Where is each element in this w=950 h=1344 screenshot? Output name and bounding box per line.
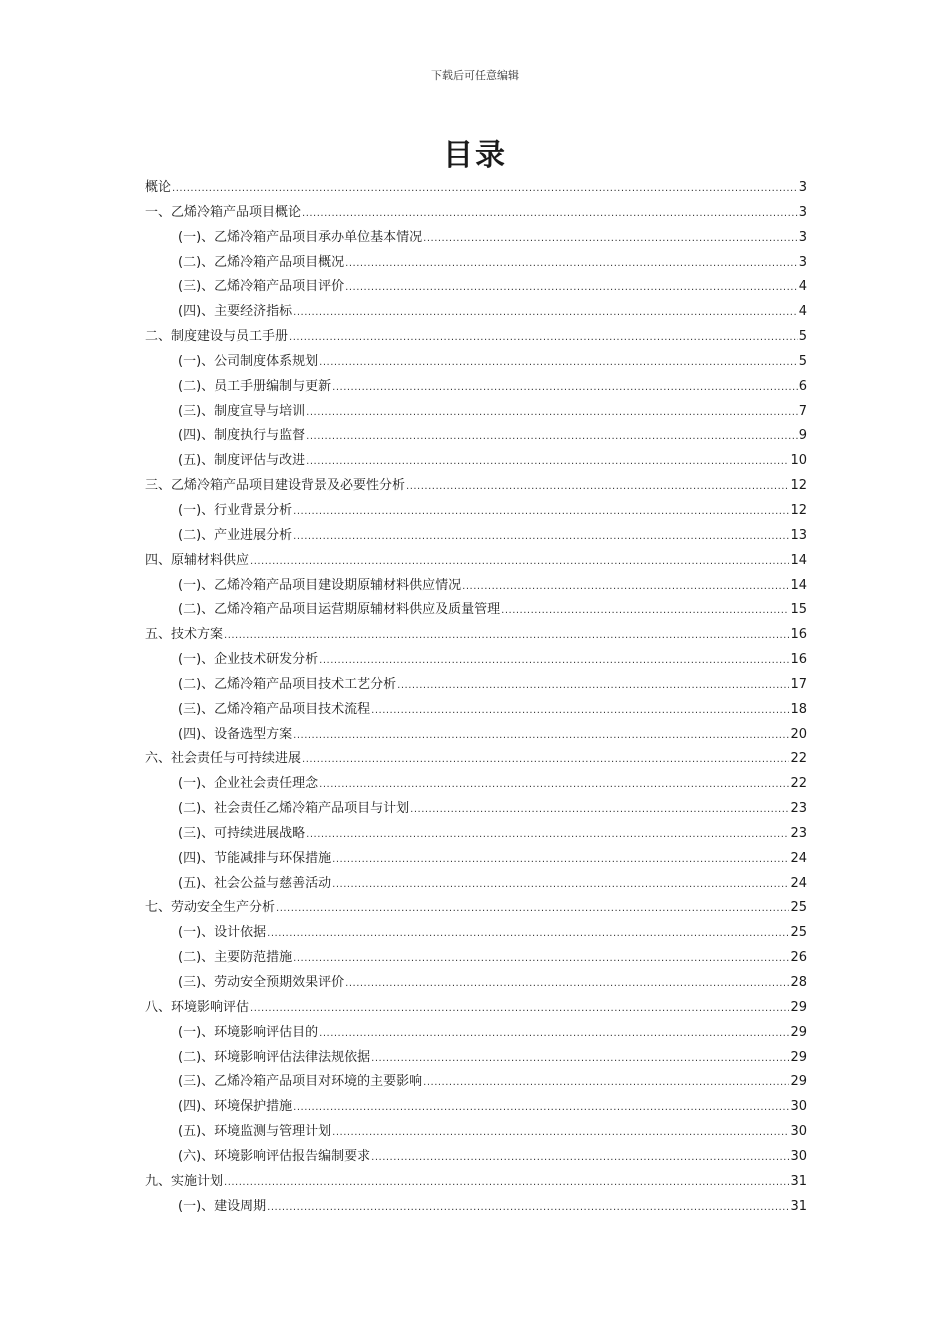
toc-entry[interactable] xyxy=(145,201,807,226)
toc-entry[interactable] xyxy=(145,251,807,276)
toc-entry-page-number: 22 xyxy=(790,751,807,767)
toc-entry-page-number: 25 xyxy=(790,900,807,916)
toc-entry[interactable] xyxy=(145,1046,807,1071)
toc-entry-page-number: 16 xyxy=(790,627,807,643)
toc-entry[interactable] xyxy=(145,176,807,201)
toc-entry-page-number: 30 xyxy=(790,1148,807,1164)
toc-entry[interactable] xyxy=(145,996,807,1021)
toc-entry[interactable] xyxy=(145,1070,807,1095)
toc-entry-label: (四)、设备选型方案 xyxy=(178,726,293,742)
toc-entry-label: (一)、设计依据 xyxy=(178,925,267,941)
toc-dot-leader xyxy=(319,649,789,674)
toc-dot-leader xyxy=(345,972,789,997)
toc-entry[interactable] xyxy=(145,350,807,375)
toc-entry-page-number: 25 xyxy=(790,925,807,941)
toc-entry[interactable] xyxy=(145,1120,807,1145)
toc-dot-leader xyxy=(423,227,798,252)
toc-dot-leader xyxy=(293,1096,789,1121)
toc-entry-label: (一)、建设周期 xyxy=(178,1198,267,1214)
toc-dot-leader xyxy=(302,202,798,227)
toc-dot-leader xyxy=(371,1146,789,1171)
toc-entry[interactable] xyxy=(145,822,807,847)
toc-entry-label: (二)、社会责任乙烯冷箱产品项目与计划 xyxy=(178,801,410,817)
toc-entry[interactable] xyxy=(145,499,807,524)
toc-entry[interactable] xyxy=(145,449,807,474)
toc-entry-page-number: 3 xyxy=(798,204,807,220)
toc-dot-leader xyxy=(410,798,789,823)
toc-entry[interactable] xyxy=(145,574,807,599)
toc-entry-label: (一)、行业背景分析 xyxy=(178,502,293,518)
toc-entry[interactable] xyxy=(145,648,807,673)
toc-entry-page-number: 5 xyxy=(798,353,807,369)
toc-entry[interactable] xyxy=(145,598,807,623)
toc-entry[interactable] xyxy=(145,1095,807,1120)
toc-dot-leader xyxy=(345,252,798,277)
toc-entry-page-number: 16 xyxy=(790,652,807,668)
toc-entry[interactable] xyxy=(145,1021,807,1046)
toc-entry[interactable] xyxy=(145,549,807,574)
toc-dot-leader xyxy=(397,674,789,699)
toc-entry-page-number: 29 xyxy=(790,1024,807,1040)
toc-entry-page-number: 22 xyxy=(790,776,807,792)
toc-dot-leader xyxy=(250,550,789,575)
toc-entry-label: (四)、主要经济指标 xyxy=(178,304,293,320)
toc-entry-label: (三)、劳动安全预期效果评价 xyxy=(178,975,345,990)
toc-entry-label: 七、劳动安全生产分析 xyxy=(145,900,276,916)
toc-entry-label: (四)、节能减排与环保措施 xyxy=(178,850,332,866)
toc-entry[interactable] xyxy=(145,797,807,822)
toc-dot-leader xyxy=(293,947,789,972)
toc-dot-leader xyxy=(501,599,789,624)
toc-dot-leader xyxy=(332,848,789,873)
toc-entry-page-number: 18 xyxy=(790,701,807,717)
toc-dot-leader xyxy=(289,326,798,351)
toc-entry[interactable] xyxy=(145,524,807,549)
toc-entry-label: (一)、乙烯冷箱产品项目建设期原辅材料供应情况 xyxy=(178,577,462,593)
toc-dot-leader xyxy=(332,376,798,401)
toc-dot-leader xyxy=(276,897,789,922)
toc-entry-page-number: 28 xyxy=(790,975,807,990)
toc-entry-page-number: 31 xyxy=(790,1198,807,1214)
toc-entry[interactable] xyxy=(145,946,807,971)
toc-dot-leader xyxy=(302,748,789,773)
toc-dot-leader xyxy=(172,177,798,202)
toc-entry-label: 二、制度建设与员工手册 xyxy=(145,329,289,345)
toc-dot-leader xyxy=(332,873,789,898)
toc-dot-leader xyxy=(332,1121,789,1146)
toc-entry-label: 九、实施计划 xyxy=(145,1173,224,1189)
toc-entry-page-number: 3 xyxy=(798,254,807,270)
toc-entry-label: (二)、产业进展分析 xyxy=(178,527,293,543)
toc-dot-leader xyxy=(306,450,789,475)
toc-entry[interactable] xyxy=(145,723,807,748)
toc-dot-leader xyxy=(267,922,789,947)
toc-entry-label: (一)、乙烯冷箱产品项目承办单位基本情况 xyxy=(178,229,423,245)
toc-entry-page-number: 4 xyxy=(798,304,807,320)
toc-entry-label: (二)、员工手册编制与更新 xyxy=(178,378,332,394)
page-header: 下载后可任意编辑 xyxy=(431,69,519,82)
toc-entry-label: (一)、企业社会责任理念 xyxy=(178,776,319,792)
toc-entry-page-number: 29 xyxy=(790,1049,807,1065)
toc-entry-label: (二)、环境影响评估法律法规依据 xyxy=(178,1049,371,1065)
toc-entry-label: (二)、乙烯冷箱产品项目技术工艺分析 xyxy=(178,676,397,692)
toc-entry-label: (一)、公司制度体系规划 xyxy=(178,353,319,369)
toc-entry-label: (一)、企业技术研发分析 xyxy=(178,652,319,668)
toc-entry-page-number: 30 xyxy=(790,1124,807,1140)
toc-entry[interactable] xyxy=(145,300,807,325)
toc-entry-label: (六)、环境影响评估报告编制要求 xyxy=(178,1148,371,1164)
toc-entry[interactable] xyxy=(145,673,807,698)
toc-entry-page-number: 3 xyxy=(798,180,807,195)
toc-entry-label: 三、乙烯冷箱产品项目建设背景及必要性分析 xyxy=(145,478,406,494)
toc-entry[interactable] xyxy=(145,623,807,648)
toc-entry-label: (二)、乙烯冷箱产品项目概况 xyxy=(178,254,345,270)
toc-entry-label: (二)、乙烯冷箱产品项目运营期原辅材料供应及质量管理 xyxy=(178,602,501,618)
toc-entry[interactable] xyxy=(145,1170,807,1195)
toc-entry-page-number: 4 xyxy=(798,279,807,295)
toc-dot-leader xyxy=(293,301,798,326)
toc-entry[interactable] xyxy=(145,872,807,897)
toc-entry[interactable] xyxy=(145,847,807,872)
toc-entry-page-number: 30 xyxy=(790,1099,807,1115)
toc-dot-leader xyxy=(267,1196,789,1221)
toc-dot-leader xyxy=(319,1022,789,1047)
toc-dot-leader xyxy=(306,401,798,426)
toc-dot-leader xyxy=(319,773,789,798)
toc-entry-label: (五)、制度评估与改进 xyxy=(178,453,306,469)
toc-entry-page-number: 10 xyxy=(790,453,807,469)
toc-dot-leader xyxy=(371,1047,789,1072)
toc-entry[interactable] xyxy=(145,325,807,350)
table-of-contents xyxy=(145,176,807,1219)
toc-entry-page-number: 3 xyxy=(798,229,807,245)
toc-entry-page-number: 7 xyxy=(798,403,807,419)
toc-dot-leader xyxy=(250,997,789,1022)
toc-entry-page-number: 26 xyxy=(790,950,807,966)
toc-dot-leader xyxy=(345,276,798,301)
toc-entry-page-number: 24 xyxy=(790,850,807,866)
toc-entry[interactable] xyxy=(145,474,807,499)
toc-entry-page-number: 15 xyxy=(790,602,807,618)
toc-dot-leader xyxy=(306,823,789,848)
toc-entry-label: 一、乙烯冷箱产品项目概论 xyxy=(145,204,302,220)
toc-entry-page-number: 12 xyxy=(790,478,807,494)
toc-entry[interactable] xyxy=(145,275,807,300)
toc-entry-page-number: 9 xyxy=(798,428,807,444)
toc-entry[interactable] xyxy=(145,375,807,400)
toc-entry-page-number: 20 xyxy=(790,726,807,742)
toc-dot-leader xyxy=(224,1171,789,1196)
toc-entry[interactable] xyxy=(145,698,807,723)
toc-entry[interactable] xyxy=(145,424,807,449)
toc-entry-page-number: 12 xyxy=(790,502,807,518)
toc-entry-label: (五)、环境监测与管理计划 xyxy=(178,1124,332,1140)
toc-entry[interactable] xyxy=(145,896,807,921)
toc-entry-label: (三)、乙烯冷箱产品项目技术流程 xyxy=(178,701,371,717)
toc-entry-page-number: 14 xyxy=(790,577,807,593)
toc-dot-leader xyxy=(224,624,789,649)
toc-entry-label: (四)、环境保护措施 xyxy=(178,1099,293,1115)
toc-entry-label: (一)、环境影响评估目的 xyxy=(178,1024,319,1040)
toc-entry[interactable] xyxy=(145,921,807,946)
toc-entry[interactable] xyxy=(145,747,807,772)
toc-entry[interactable] xyxy=(145,226,807,251)
toc-entry-page-number: 14 xyxy=(790,552,807,568)
toc-entry-label: (三)、制度宣导与培训 xyxy=(178,403,306,419)
toc-dot-leader xyxy=(319,351,798,376)
toc-entry-page-number: 5 xyxy=(798,329,807,345)
toc-dot-leader xyxy=(306,425,798,450)
toc-dot-leader xyxy=(406,475,789,500)
toc-entry-label: (三)、乙烯冷箱产品项目对环境的主要影响 xyxy=(178,1074,423,1090)
toc-entry[interactable] xyxy=(145,1195,807,1220)
toc-entry-label: 八、环境影响评估 xyxy=(145,999,250,1015)
toc-entry-label: (三)、乙烯冷箱产品项目评价 xyxy=(178,279,345,295)
toc-entry[interactable] xyxy=(145,971,807,996)
toc-entry-page-number: 29 xyxy=(790,1074,807,1090)
toc-entry[interactable] xyxy=(145,400,807,425)
toc-dot-leader xyxy=(423,1071,789,1096)
toc-entry-page-number: 13 xyxy=(790,527,807,543)
toc-entry-label: (三)、可持续进展战略 xyxy=(178,825,306,841)
toc-entry[interactable] xyxy=(145,1145,807,1170)
toc-entry-label: 概论 xyxy=(145,180,172,195)
toc-dot-leader xyxy=(371,699,789,724)
toc-entry-label: 五、技术方案 xyxy=(145,627,224,643)
toc-entry-page-number: 24 xyxy=(790,875,807,891)
page-title: 目录 xyxy=(443,138,507,173)
toc-dot-leader xyxy=(462,575,789,600)
toc-entry-label: (四)、制度执行与监督 xyxy=(178,428,306,444)
toc-entry-page-number: 31 xyxy=(790,1173,807,1189)
toc-entry-page-number: 23 xyxy=(790,801,807,817)
toc-entry-label: 六、社会责任与可持续进展 xyxy=(145,751,302,767)
toc-entry-page-number: 17 xyxy=(790,676,807,692)
toc-entry[interactable] xyxy=(145,772,807,797)
toc-entry-page-number: 29 xyxy=(790,999,807,1015)
toc-entry-label: (五)、社会公益与慈善活动 xyxy=(178,875,332,891)
toc-entry-page-number: 23 xyxy=(790,825,807,841)
toc-dot-leader xyxy=(293,525,789,550)
toc-entry-label: (二)、主要防范措施 xyxy=(178,950,293,966)
toc-dot-leader xyxy=(293,500,789,525)
toc-dot-leader xyxy=(293,724,789,749)
toc-entry-page-number: 6 xyxy=(798,378,807,394)
toc-entry-label: 四、原辅材料供应 xyxy=(145,552,250,568)
